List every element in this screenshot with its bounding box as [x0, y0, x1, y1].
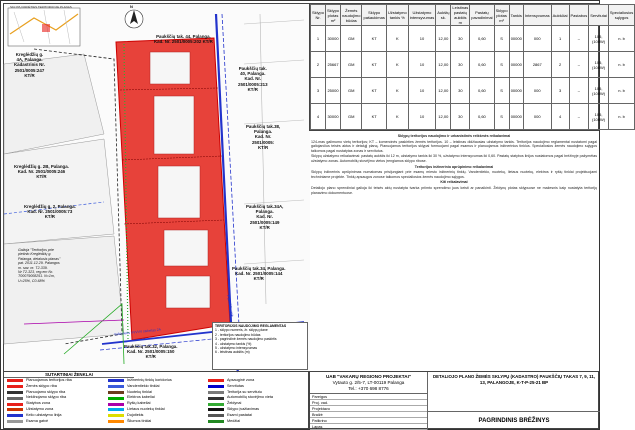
table-cell: GM: [341, 26, 362, 52]
table-cell: 30: [451, 52, 470, 78]
legend-swatch-icon: [7, 379, 23, 382]
inset-title: SKLYPŲ PADĖTIES TERITORIJOJE PLANAS: [10, 4, 72, 9]
legend-swatch-icon: [108, 385, 124, 388]
table-header: Pastabos: [569, 5, 589, 26]
table-cell: 1: [551, 26, 569, 52]
legend-label: Planuojamos teritorijos riba: [26, 378, 72, 382]
regulation-notes-box: TERITORIJOS NAUDOJIMO REGLAMENTAS 1 - sklypo numeris, žr. sklypų plane 2 - teritorijos naudojimo būdas 3 - pagrindinė žemės naudojimo paskirtis 4 - užstatymo tankis (%) 5 - užstatymo intensyvumas 6 - leistinas aukštis (m): [212, 322, 308, 370]
legend-label: Esami pastatai: [227, 412, 252, 417]
parcel-label-kregledziu-2b: Kreglėdžių g. 2B, Palanga. Kad. Nr. 2501/0005:246 KT/R: [14, 164, 69, 180]
text-heading-3: Kiti reikalavimai: [440, 180, 468, 185]
legend-label: Automobilių stovėjimo vieta: [227, 395, 274, 400]
legend-label: Lietaus nuotekų tinklai: [127, 406, 165, 411]
table-cell: 105, (108W): [589, 26, 609, 52]
table-cell: KT: [362, 104, 386, 130]
table-header: Leistinas pastatų aukštis m: [452, 5, 469, 25]
table-cell: 00000: [509, 26, 523, 52]
table-cell: 0,60: [470, 52, 494, 78]
legend-label: Inžinerinių tinklų koridorius: [127, 378, 172, 382]
legend-swatch-icon: [7, 403, 23, 406]
table-cell: 12,00: [436, 78, 451, 104]
table-cell: 12,00: [436, 52, 451, 78]
table-cell: 4: [311, 104, 326, 130]
table-cell: S: [494, 26, 509, 52]
table-header: Aukštų sk.: [436, 5, 451, 26]
table-cell: K: [386, 52, 408, 78]
legend-label: Šilumos tinklai: [127, 418, 152, 423]
text-heading-1: Sklypų teritorijos naudojimo ir urbanistinės reikšmės reikalavimai: [397, 134, 511, 138]
table-row: [311, 104, 635, 130]
table-cell: 105, (108W): [589, 52, 609, 78]
road-label: Vaikiynetis VVVVV stebėtas 2A: [113, 327, 162, 337]
legend-item: [208, 419, 308, 425]
legend-label: Elektros kabeliai: [127, 395, 155, 400]
legend-item: [108, 419, 208, 425]
sheet-title: PAGRINDINIS BRĖŽINYS: [478, 418, 550, 424]
blue-street-label: Paukščių tak.: [226, 294, 235, 319]
legend-swatch-icon: [108, 414, 124, 417]
table-cell: KT: [362, 78, 386, 104]
table-header: Aukščiai: [551, 5, 569, 26]
table-header: Intensyvumas: [523, 5, 551, 26]
legend-label: Dujotiekis: [127, 412, 144, 417]
table-cell: –: [569, 26, 589, 52]
table-cell: 2: [311, 52, 326, 78]
table-header: Sklypo plotas m²: [326, 5, 341, 26]
table-header: Užstatymo tankis %: [386, 5, 408, 26]
table-cell: 00000: [509, 78, 523, 104]
table-cell: 0,60: [470, 78, 494, 104]
text-paragraph-1: 124-mas galimumo vietų teritorijos; KT – komercinės paskirties žemės teritorijos. 10 – leistinas didžiausias užstatymo tankis. Teritorijos naudojimo reglamentai nustatomi pagal galiojančius teisės aktus ir detalųjį planą. Planuojamos teritorijos sklypai formuojami pagal esamus ir planuojamus inžinerinius tinklus. Specialiosios žemės naudojimo sąlygos taikomos pagal nustatytas zonas ir servitutus.: [311, 139, 597, 153]
right-column: [309, 3, 634, 429]
site-plan-map: [3, 3, 309, 371]
parcel-label-pauksciu-38: Paukščių tak.38, Palanga. Kad. Nr. 2501/0005: KT/R: [246, 124, 281, 150]
legend-swatch-icon: [108, 408, 124, 411]
table-header: Pastatų pavadinimai: [470, 5, 494, 26]
legend-label: Servitutas: [227, 383, 244, 388]
table-cell: S: [494, 78, 509, 104]
table-header: Sklypo plotas m²: [494, 5, 509, 26]
text-paragraph-3: Sklypų inžinerinis aprūpinimas numatomas prisijungiant prie esamų miesto inžinerinių tinklų. Vandentiekio, nuotekų, lietaus nuotekų, elektros ir ryšių tinklai projektuojami techniniame projekte. Tinklų apsaugos zonose taikomos specialiosios žemės naudojimo sąlygos.: [311, 170, 597, 179]
north-arrow-icon: [125, 10, 143, 28]
table-header: Specialiosios sąlygos: [608, 5, 634, 26]
table-cell: n. b: [608, 104, 634, 130]
parcel-label-pauksciu-34: Paukščių tak.34, Palanga. Kad. Nr. 2501/0005:144 KT/R: [232, 266, 286, 282]
table-cell: 10: [408, 52, 435, 78]
parcel-label-kregledziu-2: Kreglėdžių g. 2, Palanga. Kad. Nr. 2501/0005:73 KT/R: [24, 204, 76, 220]
table-cell: 25000: [326, 78, 341, 104]
table-cell: 1: [311, 26, 326, 52]
legend-swatch-icon: [108, 397, 124, 400]
project-title: DETALIOJO PLANO ŽEMĖS SKLYPŲ (KADASTRO) PAUKŠČIŲ TAKAS 7, 9, 11, 13, PALANGOJE, K-T-P-25-21 BP: [428, 372, 600, 412]
legend-label: Sklypo įvažiavimas: [227, 406, 260, 411]
legend-column-3: [208, 378, 308, 424]
legend-swatch-icon: [108, 403, 124, 406]
parcel-label-pauksciu-40: Paukščių tak. 40, Palanga. Kad. Nr. 2501/0005:213 KT/R: [238, 66, 268, 92]
legend-label: Esama gatvė: [26, 418, 49, 423]
legend-swatch-icon: [208, 414, 224, 417]
table-cell: S: [494, 52, 509, 78]
table-cell: 3: [311, 78, 326, 104]
planning-area: [113, 38, 230, 340]
legend-swatch-icon: [7, 385, 23, 388]
table-cell: 30000: [326, 26, 341, 52]
table-cell: GM: [341, 78, 362, 104]
legend-label: Nuotekų tinklai: [127, 389, 152, 394]
parcel-table: [309, 3, 634, 131]
legend-swatch-icon: [108, 391, 124, 394]
table-cell: 105, (108W): [589, 104, 609, 130]
parcel-label-pauksciu-44: Paukščių tak. 44, Palanga. Kad. Nr. 2501/0005:202 KT/R: [154, 34, 213, 45]
table-header: Servitutai: [589, 5, 609, 26]
table-cell: 30000: [326, 104, 341, 130]
legend-swatch-icon: [7, 414, 23, 417]
legend-label: Ryšių kabeliai: [127, 401, 151, 406]
table-cell: 2867: [523, 52, 551, 78]
title-block: [309, 371, 599, 429]
legend-swatch-icon: [7, 420, 23, 423]
table-header: Sklypo Nr.: [311, 5, 326, 26]
parcel-label-kregledziu-4a: Kreglėdžių g. 4A, Palanga. Kadastrinis Nr. 2501/0005:247 KT/R: [14, 52, 45, 78]
legend-swatch-icon: [7, 397, 23, 400]
legend-swatch-icon: [208, 385, 224, 388]
table-cell: 10: [408, 26, 435, 52]
legend-label: Apsauginė zona: [227, 378, 255, 382]
site-plan-svg: [4, 4, 310, 372]
legend-label: Užstatymo zona: [26, 406, 54, 411]
table-cell: 0,60: [470, 104, 494, 130]
legend-swatch-icon: [208, 397, 224, 400]
text-paragraph-4: Detaliojo plano sprendiniai galioja iki teisės aktų nustatyta tvarka priimto sprendimo juos keisti ar panaikinti. Želdynų plotas sklypuose ne mažesnis kaip nustatyta teritorijų planavimo dokumentuose.: [311, 185, 597, 195]
table-row: [311, 26, 635, 52]
legend-title: SUTARTINIAI ŽENKLAI: [4, 372, 134, 378]
table-cell: 000: [523, 104, 551, 130]
legend-label: Medžiai: [227, 418, 241, 423]
roles-block: Pareigos Proj. vad. Projektavo Braižė Patikrino Lapas: [310, 394, 428, 430]
legend-column-1: [7, 378, 107, 424]
table-cell: 105, (108W): [589, 78, 609, 104]
legend-swatch-icon: [208, 420, 224, 423]
table-cell: 0,60: [470, 26, 494, 52]
table-cell: GM: [341, 52, 362, 78]
table-cell: 30: [451, 78, 470, 104]
text-heading-2: Teritorijos inžinerinio aprūpinimo reikalavimai: [414, 164, 494, 169]
table-cell: 10: [408, 78, 435, 104]
table-cell: K: [386, 26, 408, 52]
table-cell: 3: [551, 78, 569, 104]
legend-label: Nekilnojamo sklypo riba: [26, 395, 67, 400]
table-cell: 12,00: [436, 104, 451, 130]
legend-label: Želdynai: [227, 401, 242, 406]
legend-swatch-icon: [7, 408, 23, 411]
table-cell: KT: [362, 26, 386, 52]
legend: [3, 371, 309, 429]
north-arrow-label: N: [130, 4, 133, 9]
table-cell: S: [494, 104, 509, 130]
parcel-label-pauksciu-32: Paukščių tak.32, Palanga. Kad. Nr. 2501/0005:150 KT/R: [124, 344, 178, 360]
legend-label: Vandentiekio tinklai: [127, 383, 160, 388]
table-cell: n. b: [608, 78, 634, 104]
table-row: [311, 78, 635, 104]
table-cell: 4: [551, 104, 569, 130]
legend-swatch-icon: [208, 408, 224, 411]
table-cell: 30: [451, 104, 470, 130]
table-cell: 25667: [326, 52, 341, 78]
table-header: Tankis: [509, 5, 523, 26]
organization-block: UAB "VAKARŲ REGIONO PROJEKTAI" Vytauto g. 2/5-7, LT-00119 Palanga Tel.: +370 698 8776: [310, 372, 428, 394]
legend-label: Kelio užstatymo linija: [26, 412, 62, 417]
table-cell: K: [386, 78, 408, 104]
table-cell: 000: [523, 78, 551, 104]
table-cell: 30: [451, 26, 470, 52]
table-header: Sklypo pašaukimas: [362, 5, 386, 26]
legend-column-2: [108, 378, 208, 424]
legend-label: Teritorija su servitutu: [227, 389, 262, 394]
detailed-plan-note: Galioja "Teritorijos prie pietinio Kreglėdžių g. Palanga, detalusis planas" pat. 2011.12.29. Palangos m. sav. nr. T2-339. Nr T2-323, reg.em Nr. T00079008251. N=1m, U=25%, C0-68%: [18, 248, 61, 283]
legend-label: Žemės sklypo riba: [26, 383, 57, 388]
legend-swatch-icon: [208, 379, 224, 382]
table-cell: 2: [551, 52, 569, 78]
table-cell: 000: [523, 26, 551, 52]
legend-item: [7, 419, 107, 425]
table-cell: K: [386, 104, 408, 130]
legend-swatch-icon: [7, 391, 23, 394]
table-cell: –: [569, 78, 589, 104]
table-cell: 00000: [509, 52, 523, 78]
location-inset-map: [8, 8, 80, 46]
table-cell: GM: [341, 104, 362, 130]
table-cell: 00000: [509, 104, 523, 130]
legend-label: Planuojamo sklypo riba: [26, 389, 66, 394]
table-cell: n. b: [608, 52, 634, 78]
table-cell: –: [569, 52, 589, 78]
table-cell: 12,00: [436, 26, 451, 52]
table-cell: –: [569, 104, 589, 130]
table-cell: n. b: [608, 26, 634, 52]
text-paragraph-2: Sklypų užstatymo reikalavimai: pastatų aukštis iki 12 m, užstatymo tankis iki 30 %, užstatymo intensyvumas iki 0,60. Pastatų statybos linijos nustatomos pagal brėžinyje pažymėtas užstatymo zonas. Automobilių stovėjimo vietos įrengiamos sklypo ribose.: [311, 154, 597, 163]
legend-swatch-icon: [108, 379, 124, 382]
table-cell: 10: [408, 104, 435, 130]
legend-label: Statybos zona: [26, 401, 51, 406]
legend-swatch-icon: [208, 391, 224, 394]
table-row: [311, 52, 635, 78]
table-header: Žemės naudojimo būdas: [341, 5, 362, 26]
legend-swatch-icon: [108, 420, 124, 423]
regulation-text: [309, 133, 599, 369]
table-cell: KT: [362, 52, 386, 78]
table-header: Užstatymo intensyvumas: [408, 5, 435, 26]
parcel-label-pauksciu-34a: Paukščių tak.34A, Palanga. Kad. Nr. 2501/0005:149 KT/R: [246, 204, 284, 230]
legend-swatch-icon: [208, 403, 224, 406]
